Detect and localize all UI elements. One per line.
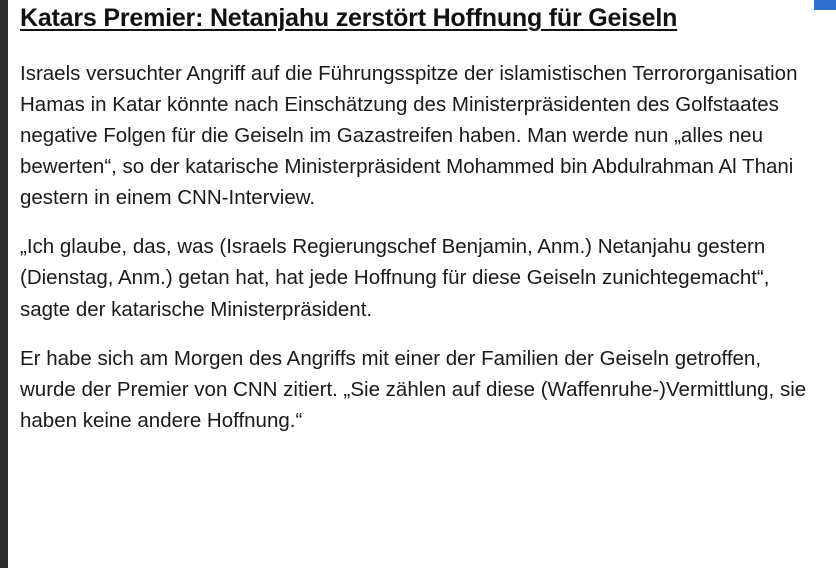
article-body bbox=[20, 0, 820, 436]
page-title: Katars Premier: Netanjahu zerstört Hoffnung für Geiseln bbox=[20, 4, 678, 32]
left-scroll-rail[interactable] bbox=[0, 0, 8, 568]
article-paragraph-3: Er habe sich am Morgen des Angriffs mit einer der Familien der Geiseln getroffen, wurde der Premier von CNN zitiert. „Sie zählen auf diese (Waffenruhe-)Vermittlung, sie haben keine andere Hoffnung.“ bbox=[20, 346, 807, 433]
article-paragraph-1: Israels versuchter Angriff auf die Führungsspitze der islamistischen Terrororganisation Hamas in Katar könnte nach Einschätzung des Ministerpräsidenten des Golfstaates negative Folgen für die Geiseln im Gazastreifen haben. Man werde nun „alles neu bewerten“, so der katarische Ministerpräsident Mohammed bin Abdulrahman Al Thani gestern in einem CNN-Interview. bbox=[20, 61, 798, 210]
article-paragraph-2: „Ich glaube, das, was (Israels Regierungschef Benjamin, Anm.) Netanjahu gestern (Dienstag, Anm.) getan hat, hat jede Hoffnung für diese Geiseln zunichtegemacht“, sagte der katarische Ministerpräsident. bbox=[20, 235, 770, 321]
